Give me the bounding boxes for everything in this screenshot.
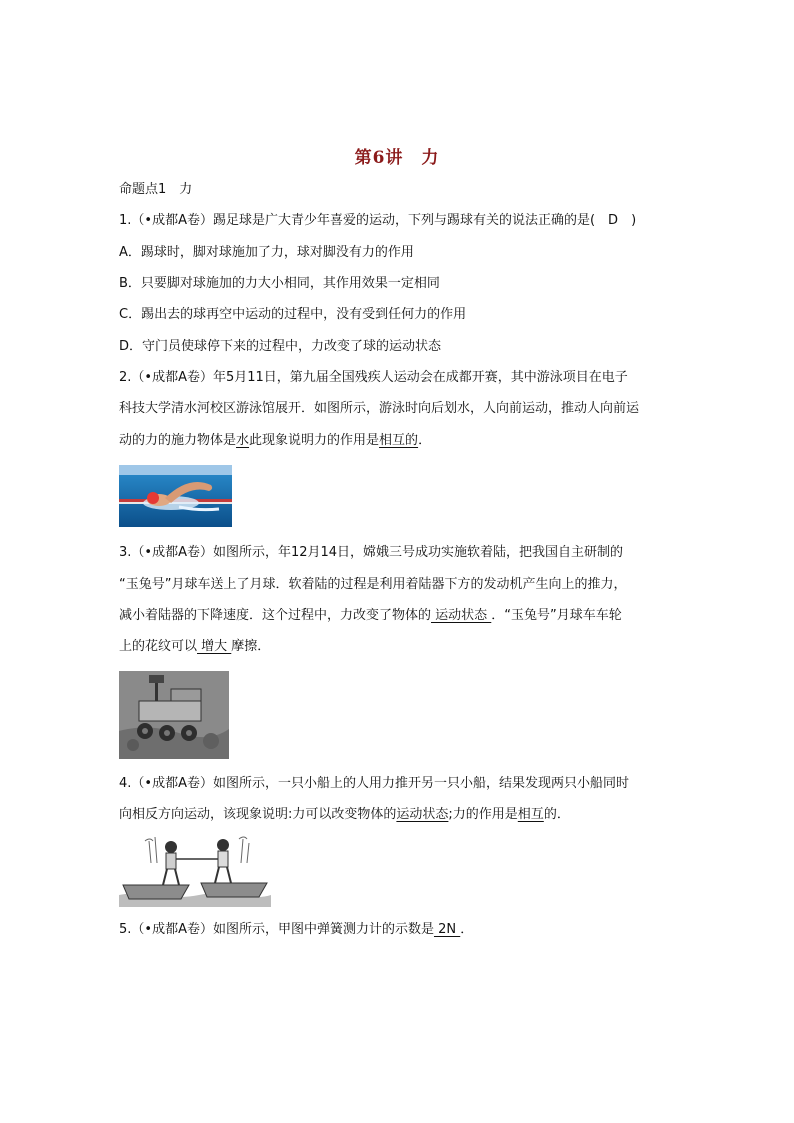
question-3-line-3: 减小着陆器的下降速度．这个过程中，力改变了物体的 运动状态 ．“玉兔号”月球车车轮 <box>119 608 622 623</box>
question-4-answer-2: 相互 <box>517 807 544 822</box>
question-3-answer-2: 增大 <box>197 639 232 654</box>
page-title: 第6讲 力 <box>354 148 440 168</box>
boats-illustration <box>119 833 271 907</box>
question-4-line-2: 向相反方向运动，该现象说明:力可以改变物体的运动状态;力的作用是相互的． <box>119 807 570 822</box>
question-2-answer-2: 相互的 <box>379 433 419 448</box>
question-5-stem: 5.（•成都A卷）如图所示，甲图中弹簧测力计的示数是 2N ． <box>119 922 474 937</box>
lunar-rover-photo <box>119 671 229 759</box>
question-3-line-2: “玉兔号”月球车送上了月球．软着陆的过程是利用着陆器下方的发动机产生向上的推力， <box>119 577 627 592</box>
question-3-line-1: 3.（•成都A卷）如图所示，年12月14日，嫦娥三号成功实施软着陆，把我国自主研制的 <box>119 545 624 560</box>
question-4-line-1: 4.（•成都A卷）如图所示，一只小船上的人用力推开另一只小船，结果发现两只小船同时 <box>119 776 629 791</box>
question-2-line-1: 2.（•成都A卷）年5月11日，第九届全国残疾人运动会在成都开赛，其中游泳项目在电子 <box>119 370 628 385</box>
question-1-option-a: A．踢球时，脚对球施加了力，球对脚没有力的作用 <box>119 245 414 260</box>
question-4-answer-1: 运动状态 <box>396 807 449 822</box>
question-1-answer: D <box>608 213 619 228</box>
question-2-line-3: 动的力的施力物体是水此现象说明力的作用是相互的． <box>119 433 432 448</box>
section-heading: 命题点1 力 <box>119 182 193 197</box>
swimmer-photo <box>119 465 232 527</box>
question-1-option-c: C．踢出去的球再空中运动的过程中，没有受到任何力的作用 <box>119 307 467 322</box>
question-2-line-2: 科技大学清水河校区游泳馆展开．如图所示，游泳时向后划水，人向前运动，推动人向前运 <box>119 401 640 416</box>
question-1-option-b: B．只要脚对球施加的力大小相同，其作用效果一定相同 <box>119 276 440 291</box>
question-5-answer: 2N <box>433 922 461 937</box>
question-3-answer-1: 运动状态 <box>431 608 492 623</box>
question-3-line-4: 上的花纹可以 增大 摩擦． <box>119 639 271 654</box>
question-1-stem: 1.（•成都A卷）踢足球是广大青少年喜爱的运动，下列与踢球有关的说法正确的是( D ) <box>119 213 637 228</box>
question-1-option-d: D．守门员使球停下来的过程中，力改变了球的运动状态 <box>119 339 442 354</box>
question-2-answer-1: 水 <box>236 433 250 448</box>
